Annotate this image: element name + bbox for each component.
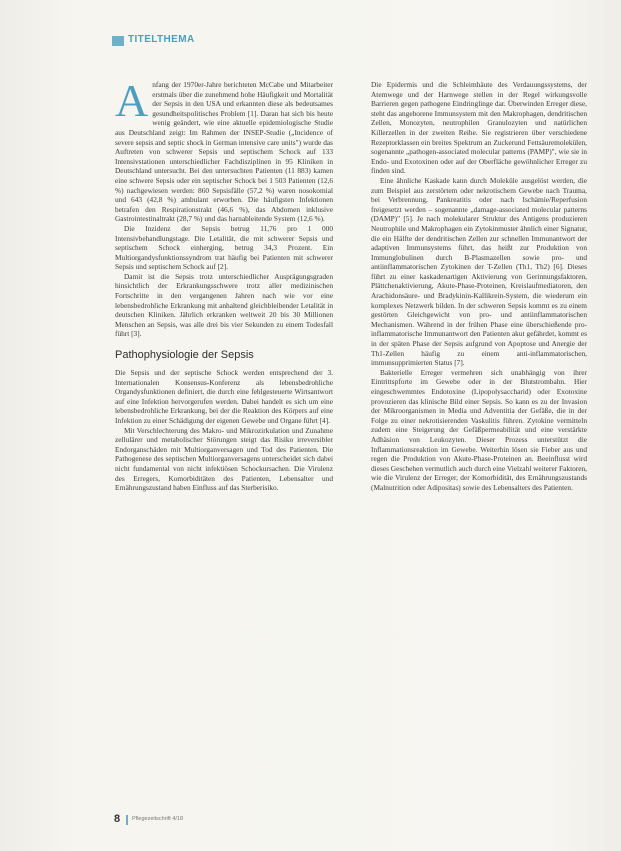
paragraph-pathogenesis: Mit Verschlechterung des Makro- und Mikrozirkulation und Zunahme zellulärer und metabolischer Störungen steigt das Risiko irreversibler Endorganschäden mit Multiorganversagen und Tod des Patienten. Die Pathogenese des septischen Multiorganversagens unterscheidet sich dabei nicht fundamental von nicht infektiösen Schockursachen. Die Virulenz des Erregers, Komorbiditäten des Patienten, Lebensalter und Ernährungszustand haben Einfluss auf das Sterberisiko. — [115, 425, 333, 493]
paragraph-cascade: Eine ähnliche Kaskade kann durch Moleküle ausgelöst werden, die zum Beispiel aus zerstörtem oder nekrotischem Gewebe nach Trauma, bei Verbrennung, Pankreatitis oder nach Ischämie/Reperfusion freigesetzt werden – sogenannte „damage-associated molecular patterns (DAMP)" [5]. Je nach molekularer Struktur des Antigens produzieren Neutrophile und Makrophagen ein Zytokinmuster ähnlich einer Signatur, die ein Hälfte der dendritischen Zellen zur schnellen Immunantwort der adaptiven Immunsystems führt, das heißt zur Produktion von Immunglobulinen durch B-Plasmazellen sowie pro- und antiinflammatorischen Zytokinen der T-Zellen (Th1, Th2) [6]. Dieses führt zu einer kaskadenartigen Aktivierung von Gerinnungsfaktoren, Plättchenaktivierung, Akute-Phase-Proteinen, Kreislaufmediatoren, den Arachidonsäure- und Bradykinin-Kallikrein-System, die wiederum ein komplexes Netzwerk bilden. In der schweren Sepsis kommt es zu einem gestörten Gleichgewicht von pro- und antiinflammatorischen Mechanismen. Während in der frühen Phase eine überschießende pro-inflammatorische Immunantwort den Patienten akut gefährdet, kommt es in der späten Phase der Sepsis aufgrund von Apoptose und Anergie der Th1-Zellen häufig zu einem anti-inflammatorischen, immunsupprimierten Status [7]. — [371, 175, 587, 368]
dropcap: A — [115, 75, 149, 126]
section-header: TITELTHEMA — [128, 34, 195, 45]
paragraph-incidence: Die Inzidenz der Sepsis betrug 11,76 pro 1 000 Intensivbehandlungstage. Die Letalität, die mit schwerer Sepsis und septischem Schock einherging, betrug 34,3 Prozent. Ein Multiorgandysfunktionssyndrom trat häufig bei Patienten mit schwerer Sepsis und septischem Schock auf [2]. — [115, 223, 333, 272]
footer-label: Pflegezeitschrift 4/18 — [132, 816, 184, 822]
paragraph-barriers: Die Epidermis und die Schleimhäute des Verdauungssystems, der Atemwege und der Harnwege stellen in der Regel wirkungsvolle Barrieren gegen pathogene Eindringlinge dar. Überwinden Erreger diese, steht das angeborene Immunsystem mit den Makrophagen, dendritischen Zellen, Monozyten, neutrophilen Granulozyten und natürlichen Killerzellen in der zweiten Reihe. Sie registrieren über verschiedene Rezeptorklassen ein breites Spektrum an Zuckerund Fettsäuremolekülen, sogenannte „pathogen-associated molecular patterns (PAMP)", wie sie in Endo- und Exotoxinen oder auf der Oberfläche gewöhnlicher Erreger zu finden sind. — [371, 80, 587, 176]
left-column — [115, 75, 333, 493]
footer-accent-bar — [126, 815, 128, 825]
paragraph-definition: Die Sepsis und der septische Schock werden entsprechend der 3. Internationalen Konsensus-Konferenz als lebensbedrohliche Organdysfunktionen definiert, die durch eine fehlgesteuerte Wirtsantwort auf eine Infektion hervorgerufen werden. Dabei handelt es sich um eine lebensbedrohliche Erkrankung, bei der die Reaktion des Körpers auf eine Infektion zu einer Schädigung der eigenen Gewebe und Organe führt [4]. — [115, 368, 333, 425]
page-number: 8 — [114, 813, 121, 825]
right-column — [371, 80, 587, 493]
header-accent-bar — [112, 36, 124, 46]
paragraph-mortality: Damit ist die Sepsis trotz unterschiedlicher Ausprägungsgraden hinsichtlich der Erkrankungsschwere trotz aller medizinischen Fortschritte in den vergangenen Jahren nach wie vor eine lebensbedrohliche Erkrankung mit anhaltend gleichbleibender Letalität in deutschen Kliniken. Jährlich erkranken weltweit 20 bis 30 Millionen Menschen an Sepsis, was alle drei bis vier Sekunden zu einem Todesfall führt [3]. — [115, 271, 333, 339]
paragraph-bacteria: Bakterielle Erreger vermehren sich unabhängig von ihrer Eintrittspforte im Gewebe oder in der Blutstrombahn. Hier eingeschwemmtes Endotoxine (Lipopolysaccharid) oder Exotoxine provozieren das klinische Bild einer Sepsis. So kann es zu der Invasion der Mikroorganismen in Media und Adventitia der Gefäße, die in der Folge zu einer nekrotisierenden Vaskulitis führen. Zytokine vermitteln zudem eine Steigerung der Gefäßpermeabilität und eine verstärkte Adhäsion von Leukozyten. Dieser Prozess unterstützt die Inflammationsreaktion im Gewebe. Weiterhin lösen sie Fieber aus und regen die Produktion von Akute-Phase-Proteinen an. Beeinflusst wird dieses Geschehen vermutlich auch durch eine Vielzahl weiterer Faktoren, wie die Virulenz der Erreger, der Komorbidität, des Ernährungszustands (Malnutrition oder Adipositas) sowie des Lebensalters des Patienten. — [371, 367, 587, 492]
section-heading: Pathophysiologie der Sepsis — [115, 349, 254, 362]
intro-paragraph: Anfang der 1970er-Jahre berichteten McCabe und Mitarbeiter erstmals über die zunehmend hohe Häufigkeit und Mortalität der Sepsis in den USA und erkannten diese als bedeutsames gesundheitspolitisches Problem [1]. Daran hat sich bis heute wenig geändert, wie eine aktuelle epidemiologische Studie aus Deutschland zeigt: Im Rahmen der INSEP-Studie („Incidence of severe sepsis and septic shock in German intensive care units") wurde das Auftreten von schwerer Sepsis und septischem Schock auf 133 Intensivstationen unterschiedlicher Fachdisziplinen in 95 Kliniken in Deutschland untersucht. Bei den untersuchten Patienten (11 883) kamen eine schwere Sepsis oder ein septischer Schock bei 1 503 Patienten (12,6 %) nachgewiesen werden: 860 Sepsisfälle (57,2 %) waren nosokomial und 643 (42,8 %) ambulant erworben. Die häufigsten Infektionen betrafen den Respirationstrakt (46,6 %), das Abdomen inklusive Gastrointestinaltrakt (28,7 %) und das harnableitende System (12,6 %). — [115, 75, 333, 224]
